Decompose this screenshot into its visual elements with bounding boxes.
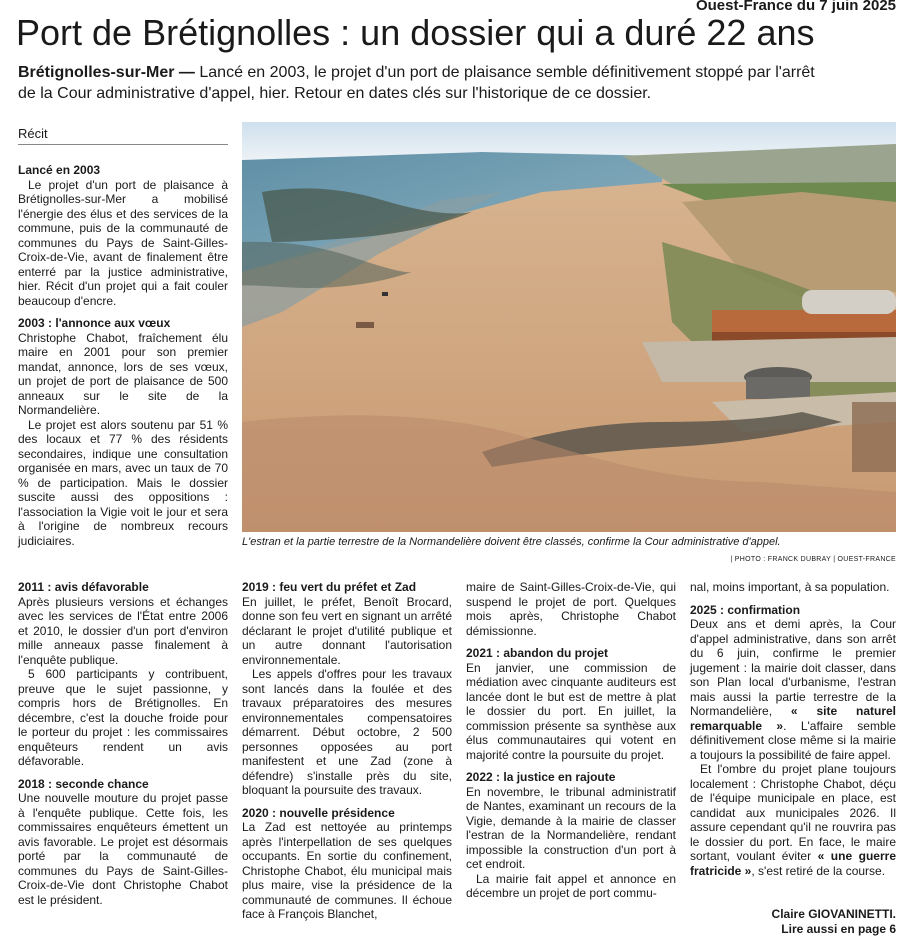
heading-2003: 2003 : l'annonce aux vœux — [18, 316, 171, 330]
text-2022-p2: La mairie fait appel et annonce en décembre un projet de port commu- — [466, 871, 676, 900]
column-1 — [18, 163, 228, 548]
text-2003-p1: Christophe Chabot, fraîchement élu maire en 2001 pour son premier mandat, annonce, lors de ses vœux, un projet de port de plaisance de 500 anneaux sur le site de la Normandelière. — [18, 330, 228, 417]
beach-aerial-photo — [242, 122, 896, 532]
column-2 — [242, 580, 452, 922]
heading-2021: 2021 : abandon du projet — [466, 646, 609, 660]
section-divider — [18, 144, 228, 145]
heading-2011: 2011 : avis défavorable — [18, 580, 149, 594]
text-2020-continued: maire de Saint-Gilles-Croix-de-Vie, qui suspend le projet de port. Quelques mois après, Christophe Chabot démissionne. — [466, 580, 676, 638]
text-2025-p1-a: Deux ans et demi après, la Cour d'appel administrative, dans son arrêt du 6 juin, confirme le premier jugement : la mairie doit classer, dans son Plan local d'urbanisme, l'estran mais aussi la partie terrestre de la Normandelière, — [690, 617, 896, 718]
text-2025-p1-b: . L'affaire semble définitivement close même si la mairie a toujours la possibilité de faire appel. — [690, 718, 896, 762]
lead-text: Lancé en 2003, le projet d'un port de plaisance semble définitivement stoppé par l'arrêt de la Cour administrative d'appel, hier. Retour en dates clés sur l'historique de ce dossier. — [18, 64, 815, 102]
author-name: Claire GIOVANINETTI. — [771, 907, 896, 921]
text-2018-p1: Une nouvelle mouture du projet passe à l'enquête publique. Cette fois, les commissaires enquêteurs émettent un avis favorable. Le projet est désormais porté par la communauté de communes du Pays de Saint-Gilles-Croix-de-Vie dont Christophe Chabot est le président. — [18, 791, 228, 907]
heading-2025: 2025 : confirmation — [690, 602, 801, 617]
article-signature — [676, 907, 896, 936]
heading-2022: 2022 : la justice en rajoute — [466, 770, 616, 784]
column-3 — [466, 580, 676, 901]
text-2011-p1: Après plusieurs versions et échanges avec les services de l'État entre 2006 et 2010, le dossier d'un port d'environ mille anneaux passe finalement à l'enquête publique. — [18, 594, 228, 667]
photo-credit: | PHOTO : FRANCK DUBRAY | OUEST-FRANCE — [730, 556, 896, 563]
text-2025-p2 — [690, 762, 896, 878]
text-2022-continued: nal, moins important, à sa population. — [690, 580, 890, 594]
text-2025-p2-b: , s'est retiré de la course. — [751, 863, 886, 878]
page-reference: Lire aussi en page 6 — [781, 921, 896, 936]
quote-site-remarquable: « site naturel remarquable » — [690, 704, 896, 733]
headline: Port de Brétignolles : un dossier qui a duré 22 ans — [16, 12, 815, 53]
intro-heading: Lancé en 2003 — [18, 163, 101, 177]
text-2011-p2: 5 600 participants y contribuent, preuve que le sujet passionne, y compris hors de Brétignolles. En décembre, c'est la douche froide pour le porteur du projet : les commissaires enquêteurs rendent un avis défavorable. — [18, 667, 228, 768]
lead-paragraph — [18, 62, 818, 104]
text-2003-p2: Le projet est alors soutenu par 51 % des locaux et 77 % des résidents secondaires, indique une consultation organisée en mars, avec un taux de 70 % de participation. Mais le dossier suscite aussi des oppositions : l'association la Vigie voit le jour et sera à l'origine de nombreux recours judiciaires. — [18, 417, 228, 548]
heading-2020: 2020 : nouvelle présidence — [242, 805, 395, 820]
heading-2019: 2019 : feu vert du préfet et Zad — [242, 580, 417, 594]
text-2025-p2-a: Et l'ombre du projet plane toujours localement : Christophe Chabot, déçu de l'équipe municipale en place, est candidat aux municipales 2026. Il assure cependant qu'il ne rouvrira pas le dossier du port. En face, le maire sortant, voulant éviter — [690, 762, 896, 863]
intro-text: Le projet d'un port de plaisance à Brétignolles-sur-Mer a mobilisé l'énergie des élus et des services de la commune, puis de la communauté de communes du Pays de Saint-Gilles-Croix-de-Vie, avant de finalement être enterré par la justice administrative, hier. Récit d'un projet qui a fait couler beaucoup d'encre. — [18, 177, 228, 308]
column-1-lower — [18, 580, 228, 907]
section-label: Récit — [18, 126, 48, 141]
text-2019-p1: En juillet, le préfet, Benoît Brocard, donne son feu vert en signant un arrêté déclarant le projet d'utilité publique et un autre donnant l'autorisation environnementale. — [242, 594, 452, 667]
column-4 — [690, 580, 896, 878]
beach-aerial-image — [242, 122, 896, 532]
text-2019-p2: Les appels d'offres pour les travaux sont lancés dans la foulée et des travaux préparatoires des mesures environnementales compensatoires démarrent. Début octobre, 2 500 personnes opposées au port manifestent et une Zad (zone à défendre) s'installe près du site, bloquant la poursuite des travaux. — [242, 667, 452, 797]
text-2022-p1: En novembre, le tribunal administratif de Nantes, examinant un recours de la Vigie, demande à la mairie de classer l'estran de la Normandelière, rendant impossible la construction d'un port à cet endroit. — [466, 784, 676, 871]
quote-guerre-fratricide: « une guerre fratricide » — [690, 849, 896, 878]
text-2025-p1 — [690, 617, 896, 762]
text-2021-p1: En janvier, une commission de médiation avec cinquante auditeurs est lancée dont le but est de mettre à plat le dossier du port. En juillet, la commission présente sa synthèse aux élus communautaires qui votent en majorité contre la poursuite du projet. — [466, 660, 676, 762]
lead-dateline: Brétignolles-sur-Mer — — [18, 64, 195, 81]
heading-2018: 2018 : seconde chance — [18, 776, 149, 791]
photo-caption: L'estran et la partie terrestre de la Normandelière doivent être classés, confirme la Cour administrative d'appel. — [242, 536, 781, 548]
newspaper-source: Ouest-France du 7 juin 2025 — [695, 0, 896, 14]
text-2020-p1: La Zad est nettoyée au printemps après l'interpellation de ses quelques occupants. En sortie du confinement, Christophe Chabot, élu municipal mais plus maire, vise la présidence de la communauté de communes. Il échoue face à François Blanchet, — [242, 820, 452, 921]
